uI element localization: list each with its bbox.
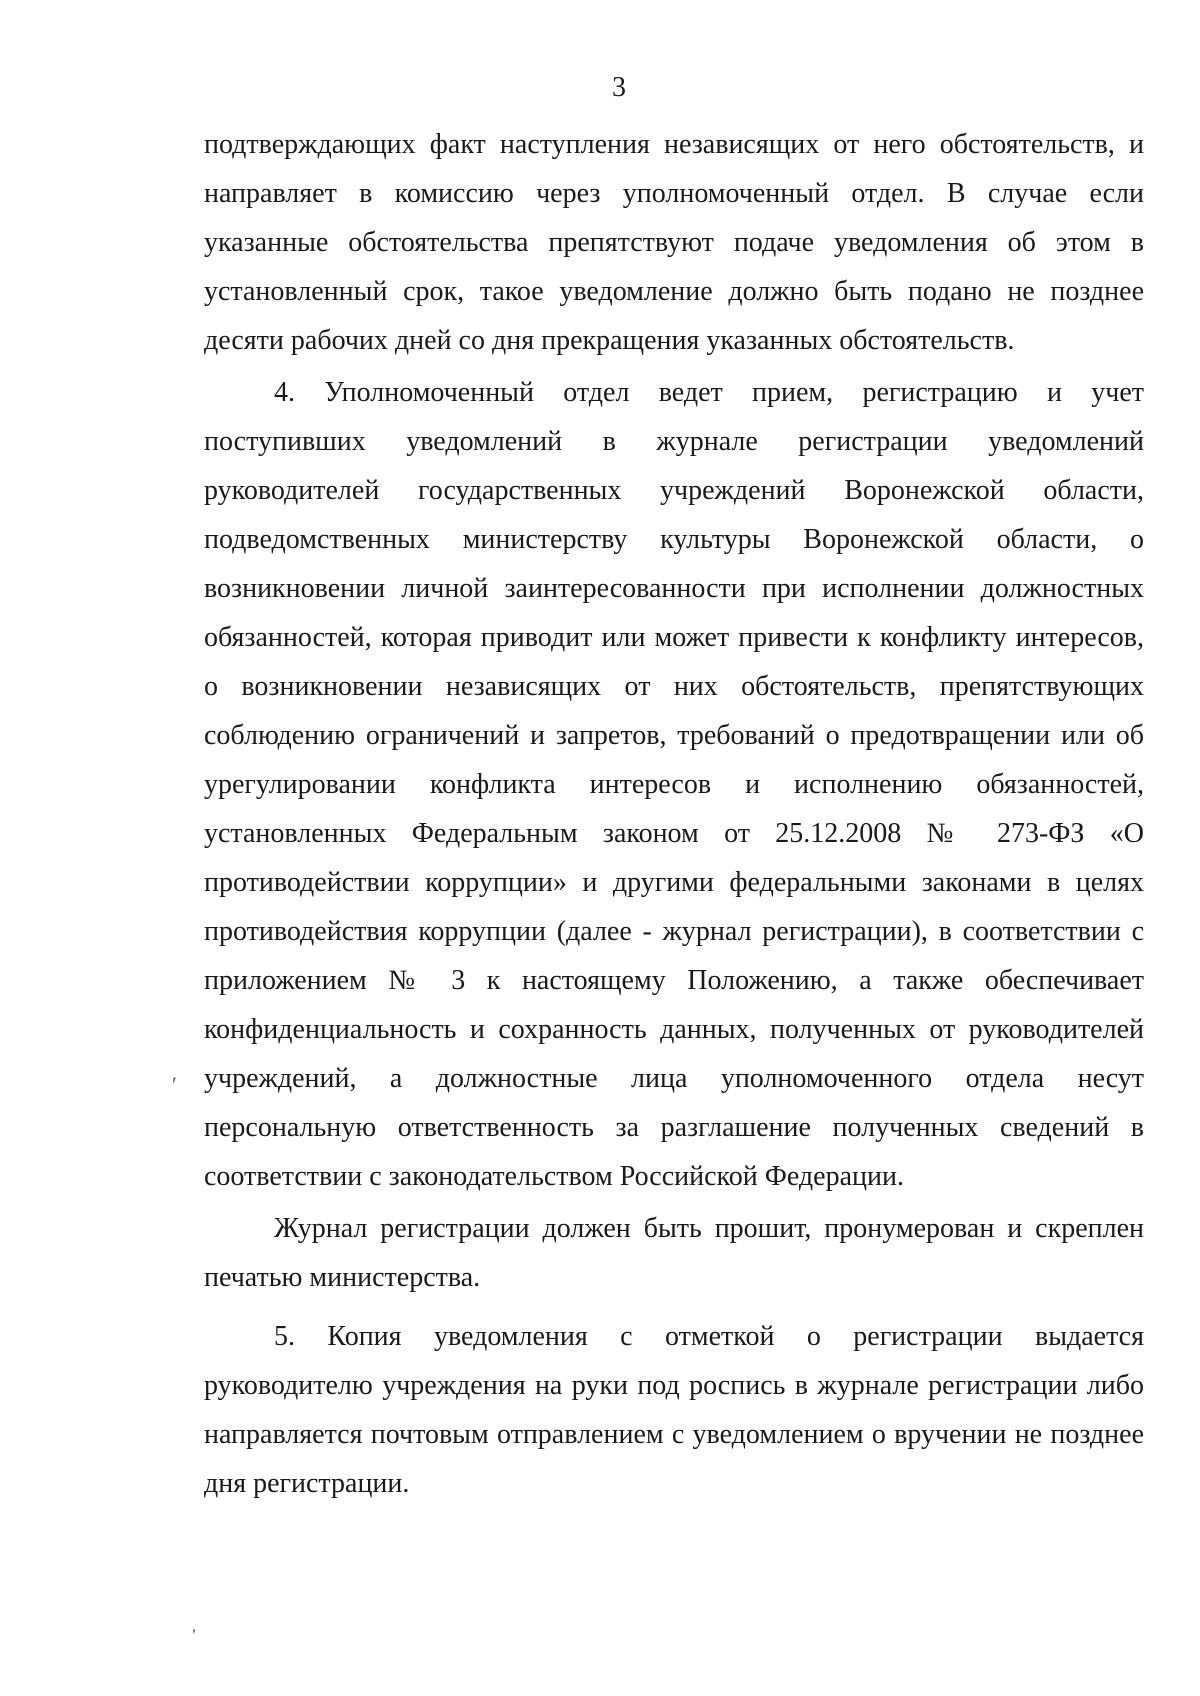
text-line: печатью министерства.: [204, 1262, 481, 1293]
text-line: приложением № 3 к настоящему Положению, а также обеспечивает: [204, 965, 1144, 996]
text-line: противодействии коррупции» и другими федеральными законами в целях: [204, 867, 1144, 898]
text-line: 5. Копия уведомления с отметкой о регистрации выдается: [274, 1321, 1144, 1352]
paragraph-continuation: [204, 120, 1144, 365]
text-line: поступивших уведомлений в журнале регистрации уведомлений: [204, 426, 1144, 457]
text-line: дня регистрации.: [204, 1468, 410, 1499]
text-line: направляется почтовым отправлением с уведомлением о вручении не позднее: [204, 1419, 1144, 1450]
text-line: направляет в комиссию через уполномоченный отдел. В случае если: [204, 178, 1144, 209]
text-line: урегулировании конфликта интересов и исполнению обязанностей,: [204, 769, 1144, 800]
text-line: подведомственных министерству культуры Воронежской области, о: [204, 524, 1144, 555]
text-line: указанные обстоятельства препятствуют подаче уведомления об этом в: [204, 227, 1144, 258]
text-line: противодействия коррупции (далее - журнал регистрации), в соответствии с: [204, 916, 1144, 947]
text-line: руководителю учреждения на руки под роспись в журнале регистрации либо: [204, 1370, 1144, 1401]
text-line: руководителей государственных учреждений Воронежской области,: [204, 475, 1144, 506]
paragraph-item-5: [204, 1312, 1144, 1508]
margin-dot-mark: ,: [192, 1618, 196, 1635]
text-line: Журнал регистрации должен быть прошит, пронумерован и скреплен: [274, 1213, 1144, 1244]
text-line: конфиденциальность и сохранность данных, полученных от руководителей: [204, 1014, 1144, 1045]
text-line: возникновении личной заинтересованности при исполнении должностных: [204, 573, 1144, 604]
paragraph-journal: [204, 1204, 1144, 1302]
text-line: о возникновении независящих от них обстоятельств, препятствующих: [204, 671, 1144, 702]
text-line: учреждений, а должностные лица уполномоченного отдела несут: [204, 1063, 1144, 1094]
text-line: соответствии с законодательством Российской Федерации.: [204, 1161, 904, 1192]
text-line: 4. Уполномоченный отдел ведет прием, регистрацию и учет: [274, 377, 1144, 408]
text-line: соблюдению ограничений и запретов, требований о предотвращении или об: [204, 720, 1144, 751]
paragraph-item-4: [204, 368, 1144, 1201]
page-number: 3: [612, 72, 626, 103]
document-body: [204, 120, 1144, 1508]
text-line: установленный срок, такое уведомление должно быть подано не позднее: [204, 276, 1144, 307]
text-line: десяти рабочих дней со дня прекращения указанных обстоятельств.: [204, 325, 1015, 356]
text-line: обязанностей, которая приводит или может привести к конфликту интересов,: [204, 622, 1144, 653]
text-line: подтверждающих факт наступления независящих от него обстоятельств, и: [204, 129, 1144, 160]
margin-tick-mark: ′: [172, 1072, 177, 1097]
text-line: установленных Федеральным законом от 25.12.2008 № 273-ФЗ «О: [204, 818, 1144, 849]
text-line: персональную ответственность за разглашение полученных сведений в: [204, 1112, 1144, 1143]
